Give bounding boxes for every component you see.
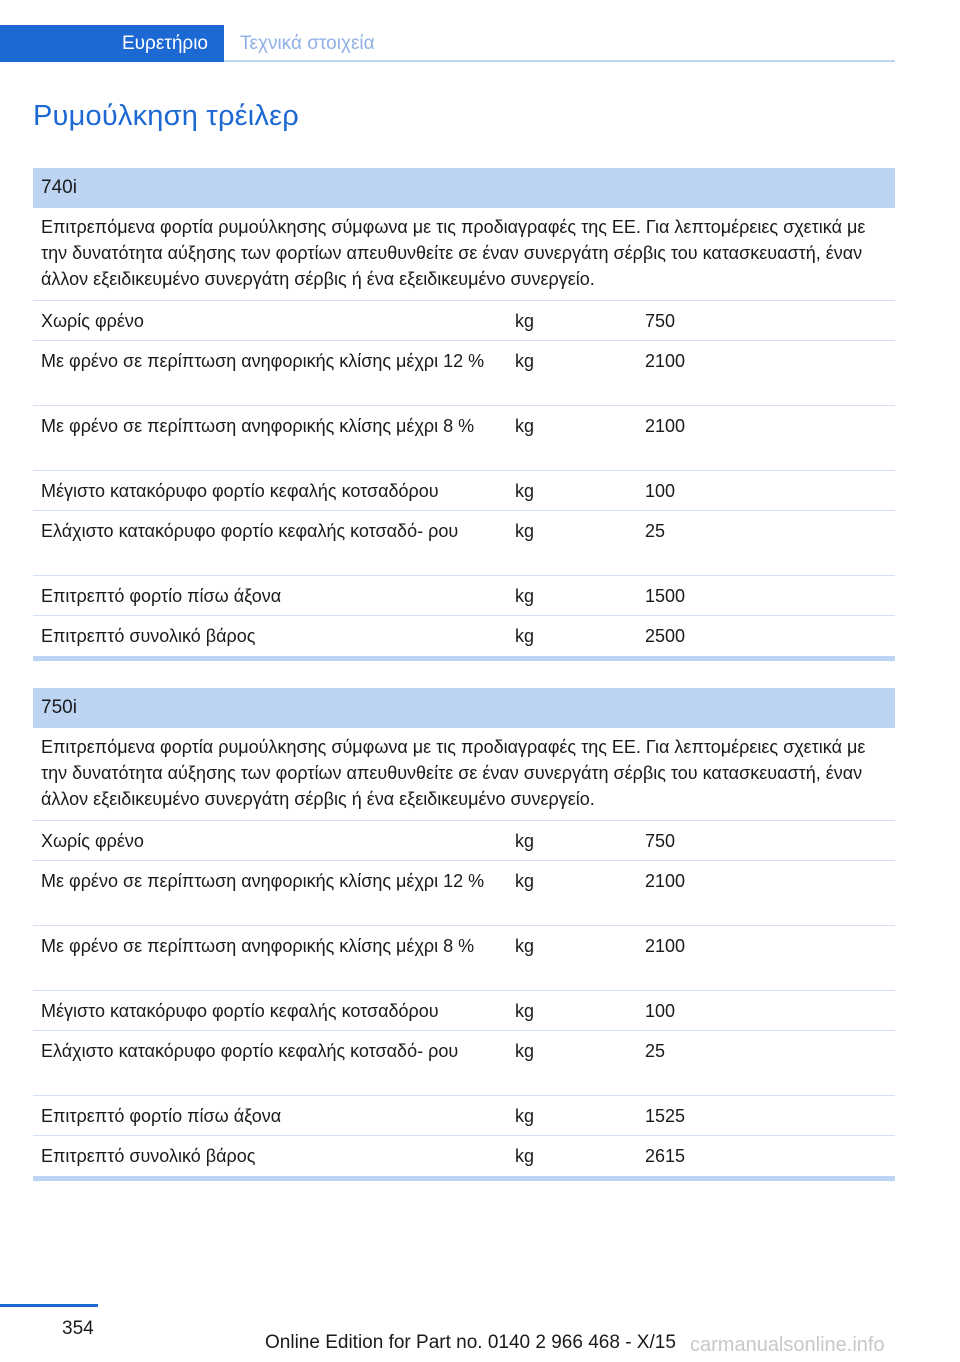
row-label: Επιτρεπτό συνολικό βάρος [41,1146,256,1166]
watermark: carmanualsonline.info [690,1334,885,1356]
row-unit: kg [515,586,535,606]
row-unit: kg [515,626,535,646]
table-row [33,511,895,576]
row-value: 750 [645,831,676,851]
header-divider [224,60,895,62]
row-label: Χωρίς φρένο [41,311,144,331]
table-row [33,301,895,341]
table-model-header: 740i [33,168,895,208]
row-unit: kg [515,481,535,501]
row-value: 2100 [645,416,686,436]
row-label: Με φρένο σε περίπτωση ανηφορικής κλίσης μέχρι 12 % [41,351,485,371]
row-unit: kg [515,936,535,956]
row-value: 2100 [645,351,686,371]
table-row [33,1031,895,1096]
row-value: 2100 [645,871,686,891]
spec-table-750i [33,688,895,1181]
row-label: Με φρένο σε περίπτωση ανηφορικής κλίσης μέχρι 12 % [41,871,485,891]
row-unit: kg [515,1106,535,1126]
row-label: Ελάχιστο κατακόρυφο φορτίο κεφαλής κοτσαδό‐ ρου [41,521,459,541]
table-bottom-border [33,1176,895,1181]
table-description: Επιτρεπόμενα φορτία ρυμούλκησης σύμφωνα με τις προδιαγραφές της ΕΕ. Για λεπτομέρειες σχετικά με την δυνατότητα αύξησης των φορτίων απευθυνθείτε σε έναν συνεργάτη σέρβις του κατασκευαστή, έναν άλλον εξειδικευμένο συνεργάτη σέρβις ή ένα εξειδικευμένο συνεργείο. [33,728,895,821]
table-row [33,821,895,861]
row-value: 1525 [645,1106,686,1126]
table-row [33,991,895,1031]
row-value: 100 [645,1001,676,1021]
row-label: Μέγιστο κατακόρυφο φορτίο κεφαλής κοτσαδόρου [41,1001,439,1021]
table-model-header: 750i [33,688,895,728]
edition-info: Online Edition for Part no. 0140 2 966 468 - X/15 [265,1332,676,1353]
row-label: Ελάχιστο κατακόρυφο φορτίο κεφαλής κοτσαδό‐ ρου [41,1041,459,1061]
table-row [33,576,895,616]
row-unit: kg [515,871,535,891]
table-bottom-border [33,656,895,661]
row-unit: kg [515,351,535,371]
row-label: Επιτρεπτό φορτίο πίσω άξονα [41,586,282,606]
table-row [33,861,895,926]
row-label: Επιτρεπτό συνολικό βάρος [41,626,256,646]
table-row [33,341,895,406]
table-row [33,1136,895,1176]
row-value: 25 [645,521,666,541]
row-value: 100 [645,481,676,501]
table-row [33,926,895,991]
table-description: Επιτρεπόμενα φορτία ρυμούλκησης σύμφωνα με τις προδιαγραφές της ΕΕ. Για λεπτομέρειες σχετικά με την δυνατότητα αύξησης των φορτίων απευθυνθείτε σε έναν συνεργάτη σέρβις του κατασκευαστή, έναν άλλον εξειδικευμένο συνεργάτη σέρβις ή ένα εξειδικευμένο συνεργείο. [33,208,895,301]
row-unit: kg [515,416,535,436]
row-label: Επιτρεπτό φορτίο πίσω άξονα [41,1106,282,1126]
header-tabs [0,25,895,62]
row-value: 1500 [645,586,686,606]
row-label: Με φρένο σε περίπτωση ανηφορικής κλίσης μέχρι 8 % [41,416,475,436]
tab-index[interactable]: Ευρετήριο [0,25,224,62]
row-unit: kg [515,831,535,851]
row-value: 25 [645,1041,666,1061]
spec-table-740i [33,168,895,661]
row-label: Χωρίς φρένο [41,831,144,851]
row-label: Με φρένο σε περίπτωση ανηφορικής κλίσης μέχρι 8 % [41,936,475,956]
row-value: 2100 [645,936,686,956]
row-unit: kg [515,311,535,331]
page-title: Ρυμούλκηση τρέιλερ [33,100,299,132]
row-value: 2500 [645,626,686,646]
row-label: Μέγιστο κατακόρυφο φορτίο κεφαλής κοτσαδόρου [41,481,439,501]
row-unit: kg [515,1001,535,1021]
row-unit: kg [515,1146,535,1166]
table-row [33,406,895,471]
tab-technical-data[interactable]: Τεχνικά στοιχεία [240,32,375,54]
table-row [33,616,895,656]
footer-accent-line [0,1304,98,1307]
row-value: 2615 [645,1146,686,1166]
page-number: 354 [62,1318,94,1339]
table-row [33,1096,895,1136]
row-value: 750 [645,311,676,331]
row-unit: kg [515,521,535,541]
table-row [33,471,895,511]
row-unit: kg [515,1041,535,1061]
